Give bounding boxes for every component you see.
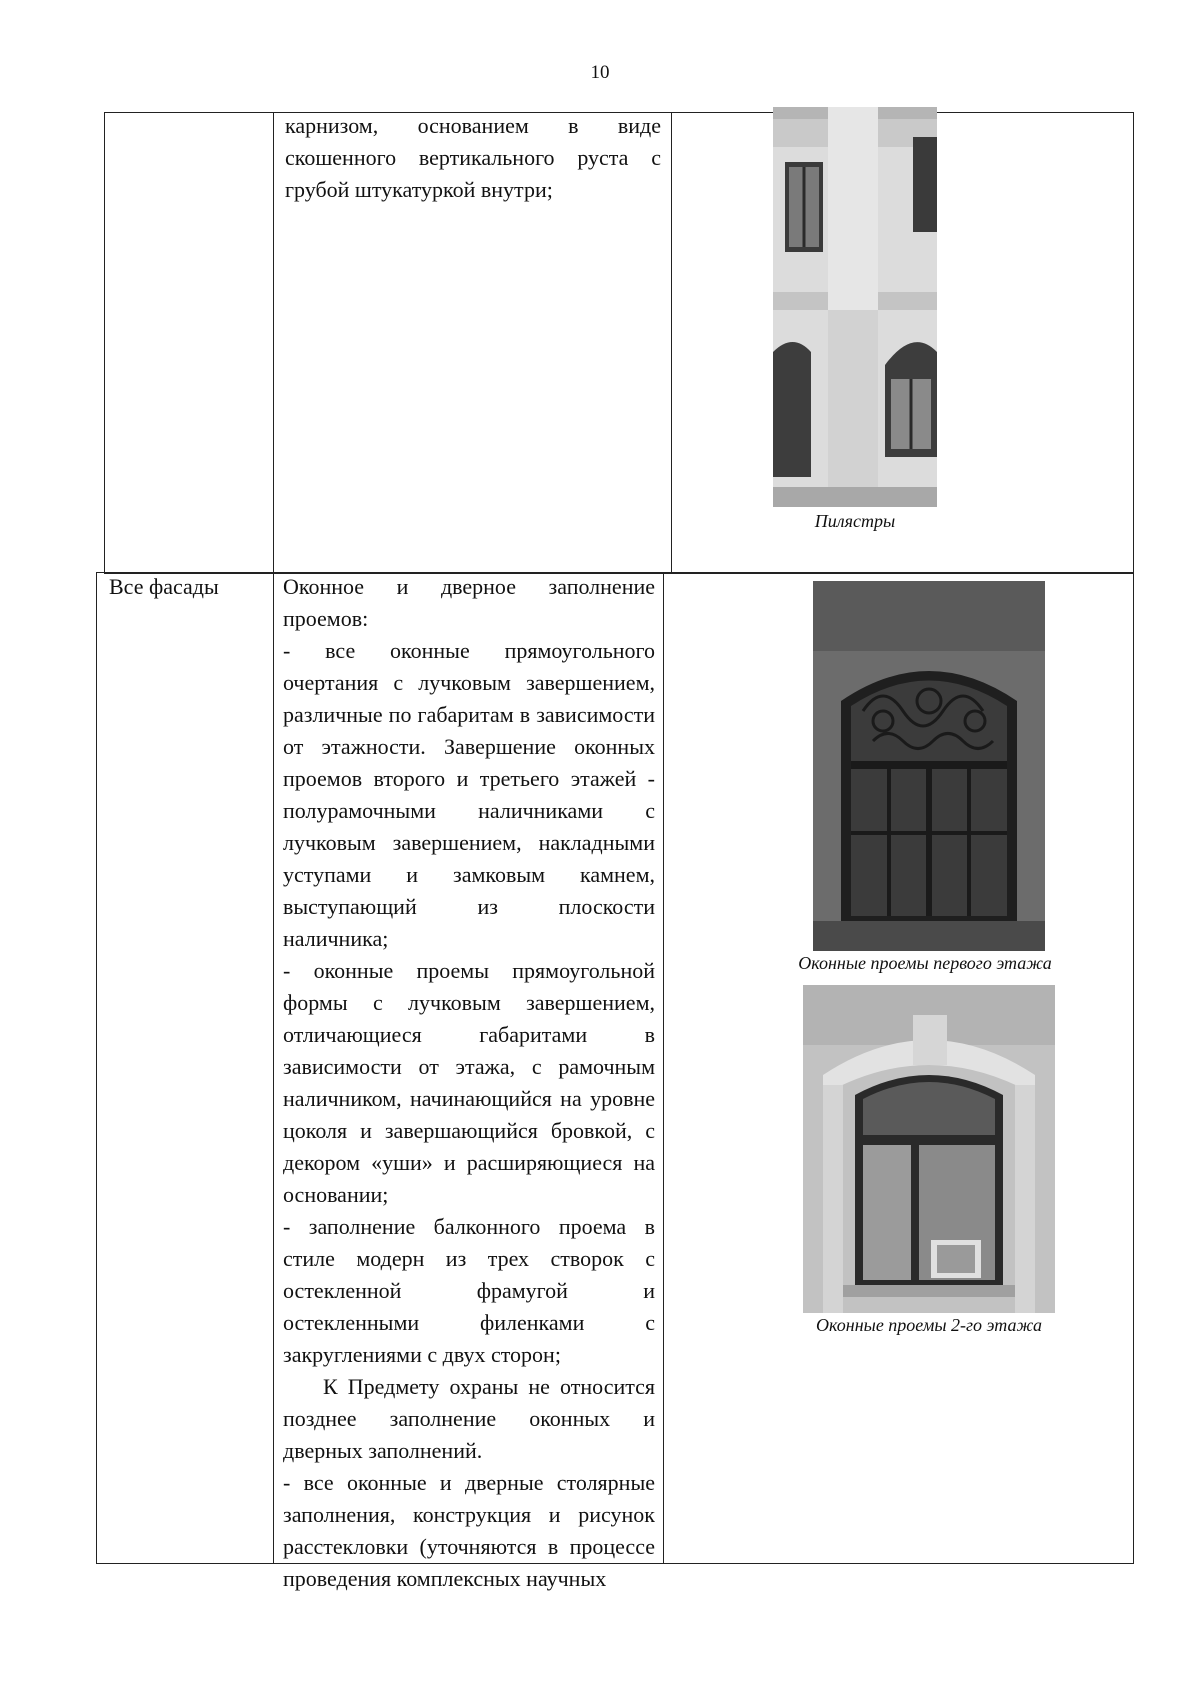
first-floor-window-photo bbox=[813, 581, 1045, 951]
photo-caption: Пилястры bbox=[814, 511, 896, 531]
page-number: 10 bbox=[590, 62, 610, 83]
description-cell bbox=[283, 571, 655, 1595]
column-divider bbox=[671, 113, 672, 573]
description-paragraph: Оконное и дверное заполнение проемов: bbox=[283, 574, 655, 631]
pilasters-photo bbox=[773, 107, 937, 507]
column-divider bbox=[273, 113, 274, 573]
description-cell bbox=[285, 110, 661, 206]
photo-caption: Оконные проемы 2-го этажа bbox=[816, 1315, 1042, 1335]
facade-label: Все фасады bbox=[109, 574, 219, 599]
description-paragraph: - оконные проемы прямоугольной формы с лучковым завершением, отличающиеся габаритами в зависимости от этажа, с рамочным наличником, начинающийся на уровне цоколя и завершающийся бровкой, с декором «уши» и расширяющиеся на основании; bbox=[283, 958, 655, 1207]
description-paragraph: карнизом, основанием в виде скошенного вертикального руста с грубой штукатуркой внутри; bbox=[285, 113, 661, 202]
column-divider bbox=[663, 573, 664, 1563]
description-paragraph: К Предмету охраны не относится позднее заполнение оконных и дверных заполнений. bbox=[283, 1374, 655, 1463]
column-divider bbox=[273, 573, 274, 1563]
second-floor-window-photo bbox=[803, 985, 1055, 1313]
photo-caption: Оконные проемы первого этажа bbox=[798, 953, 1052, 973]
table-row bbox=[104, 112, 1134, 574]
description-paragraph: - заполнение балконного проема в стиле модерн из трех створок с остекленной фрамугой и остекленными филенками с закруглениями с двух сторон; bbox=[283, 1214, 655, 1367]
description-paragraph: - все оконные и дверные столярные заполнения, конструкция и рисунок расстекловки (уточняются в процессе проведения комплексных научных bbox=[283, 1470, 655, 1591]
table-row bbox=[96, 572, 1134, 1591]
description-paragraph: - все оконные прямоугольного очертания с лучковым завершением, различные по габаритам в зависимости от этажности. Завершение оконных проемов второго и третьего этажей - полурамочными наличниками с лучковым завершением, накладными уступами и замковым камнем, выступающий из плоскости наличника; bbox=[283, 638, 655, 951]
